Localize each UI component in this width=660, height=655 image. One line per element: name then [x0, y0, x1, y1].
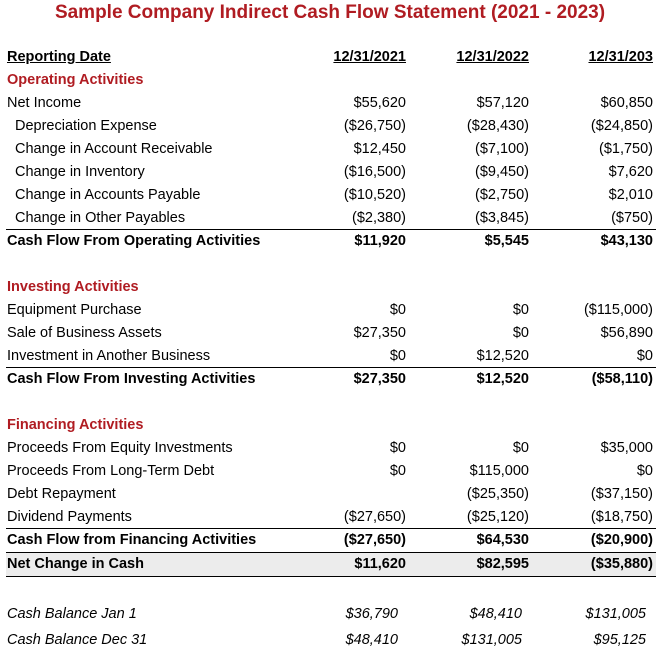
- row-label: Cash Balance Jan 1: [7, 606, 137, 622]
- value-2023: $60,850: [600, 95, 653, 111]
- row-label: Net Income: [7, 95, 82, 111]
- net-change-row: [6, 552, 656, 577]
- value-2021: ($2,380): [351, 210, 406, 226]
- value-2021: $48,410: [345, 632, 398, 648]
- row-label: Cash Balance Dec 31: [7, 632, 148, 648]
- row-label: Debt Repayment: [7, 486, 116, 502]
- value-2021: $27,350: [353, 325, 406, 341]
- value-2021: $55,620: [353, 95, 406, 111]
- section-heading-financing: [6, 414, 656, 437]
- value-2021: $36,790: [345, 606, 398, 622]
- table-row: [6, 460, 656, 483]
- total-label: Cash Flow from Financing Activities: [7, 532, 257, 548]
- value-2022: ($2,750): [474, 187, 529, 203]
- value-2022: $115,000: [469, 463, 529, 479]
- total-2022: $64,530: [476, 532, 529, 548]
- row-label: Proceeds From Long-Term Debt: [7, 463, 215, 479]
- total-2022: $12,520: [476, 371, 529, 387]
- total-label: Cash Flow From Operating Activities: [7, 233, 261, 249]
- table-row: [6, 115, 656, 138]
- total-2023: $43,130: [600, 233, 653, 249]
- column-header-2022: 12/31/2022: [456, 49, 529, 65]
- row-label: Investment in Another Business: [7, 348, 211, 364]
- table-row: [6, 161, 656, 184]
- total-2021: $27,350: [353, 371, 406, 387]
- section-label: Investing Activities: [7, 279, 139, 295]
- total-row-financing: [6, 528, 656, 552]
- value-2022: ($3,845): [474, 210, 529, 226]
- value-2022: ($25,350): [466, 486, 529, 502]
- value-2022: ($7,100): [474, 141, 529, 157]
- value-2021: $0: [389, 348, 406, 364]
- table-row: [6, 483, 656, 506]
- row-label: Dividend Payments: [7, 509, 132, 525]
- section-heading-investing: [6, 276, 656, 299]
- header-row: [6, 46, 656, 69]
- total-2023: ($58,110): [591, 371, 653, 387]
- value-2023: $2,010: [608, 187, 653, 203]
- table-row: [6, 437, 656, 460]
- value-2023: $56,890: [600, 325, 653, 341]
- value-2023: ($18,750): [590, 509, 653, 525]
- value-2021: ($27,650): [343, 509, 406, 525]
- row-label: Depreciation Expense: [15, 118, 157, 134]
- value-2022: $57,120: [476, 95, 529, 111]
- table-row: [6, 138, 656, 161]
- reporting-date-label: Reporting Date: [7, 49, 111, 65]
- table-row: [6, 207, 656, 230]
- row-label: Proceeds From Equity Investments: [7, 440, 233, 456]
- net-change-2022: $82,595: [476, 556, 529, 572]
- total-2021: $11,920: [354, 233, 406, 249]
- column-header-2023: 12/31/203: [588, 49, 653, 65]
- cash-balance-jan-row: [6, 603, 656, 626]
- section-label: Financing Activities: [7, 417, 144, 433]
- cash-balance-dec-row: [6, 629, 656, 652]
- table-row: [6, 345, 656, 368]
- net-change-2021: $11,620: [354, 556, 406, 572]
- value-2023: ($115,000): [583, 302, 653, 318]
- total-2022: $5,545: [484, 233, 529, 249]
- table-row: [6, 92, 656, 115]
- table-row: [6, 184, 656, 207]
- value-2022: $131,005: [461, 632, 522, 648]
- page-title: Sample Company Indirect Cash Flow Statement (2021 - 2023): [54, 2, 606, 23]
- table-row: [6, 322, 656, 345]
- value-2021: $0: [389, 440, 406, 456]
- section-heading-operating: [6, 69, 656, 92]
- value-2022: $0: [512, 325, 529, 341]
- value-2023: $0: [636, 463, 653, 479]
- value-2021: ($26,750): [343, 118, 406, 134]
- row-label: Change in Account Receivable: [15, 141, 213, 157]
- value-2023: $35,000: [600, 440, 653, 456]
- net-change-label: Net Change in Cash: [7, 556, 144, 572]
- value-2021: $0: [389, 463, 406, 479]
- value-2021: ($16,500): [343, 164, 406, 180]
- net-change-2023: ($35,880): [590, 556, 653, 572]
- column-header-2021: 12/31/2021: [333, 49, 406, 65]
- value-2023: $131,005: [585, 606, 646, 622]
- total-row-investing: [6, 367, 656, 391]
- value-2023: $0: [636, 348, 653, 364]
- value-2022: ($9,450): [474, 164, 529, 180]
- table-row: [6, 299, 656, 322]
- row-label: Change in Inventory: [15, 164, 145, 180]
- value-2022: ($28,430): [466, 118, 529, 134]
- row-label: Sale of Business Assets: [7, 325, 162, 341]
- value-2022: $12,520: [476, 348, 529, 364]
- value-2022: $0: [512, 302, 529, 318]
- table-row: [6, 506, 656, 529]
- value-2021: $0: [389, 302, 406, 318]
- total-row-operating: [6, 229, 656, 253]
- value-2023: ($37,150): [590, 486, 653, 502]
- row-label: Equipment Purchase: [7, 302, 142, 318]
- row-label: Change in Other Payables: [15, 210, 186, 226]
- value-2022: ($25,120): [466, 509, 529, 525]
- value-2022: $0: [512, 440, 529, 456]
- value-2023: ($750): [611, 210, 653, 226]
- value-2023: $7,620: [608, 164, 653, 180]
- row-label: Change in Accounts Payable: [15, 187, 201, 203]
- value-2021: ($10,520): [343, 187, 406, 203]
- value-2021: $12,450: [353, 141, 406, 157]
- value-2022: $48,410: [469, 606, 522, 622]
- section-label: Operating Activities: [7, 72, 144, 88]
- total-2023: ($20,900): [590, 532, 653, 548]
- total-label: Cash Flow From Investing Activities: [7, 371, 256, 387]
- value-2023: $95,125: [593, 632, 646, 648]
- value-2023: ($24,850): [590, 118, 653, 134]
- total-2021: ($27,650): [343, 532, 406, 548]
- value-2023: ($1,750): [598, 141, 653, 157]
